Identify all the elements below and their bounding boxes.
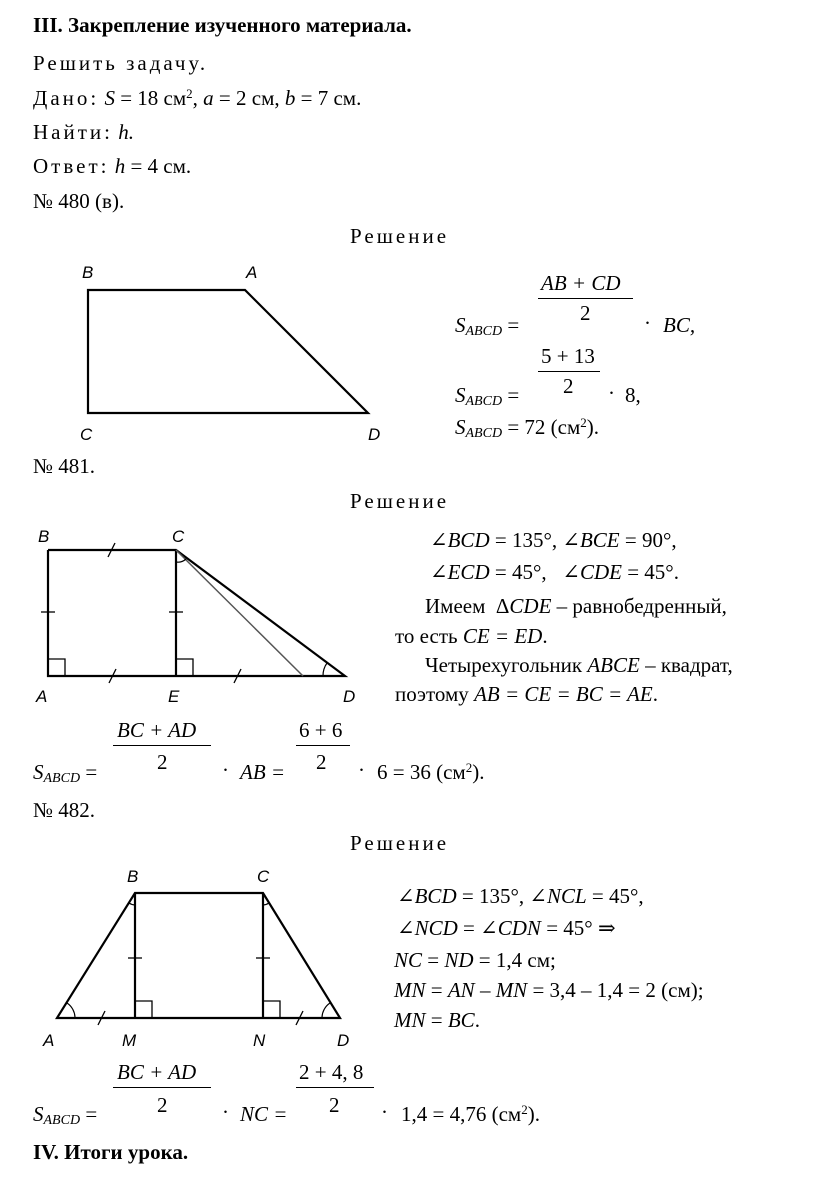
given-s-sup: 2 — [186, 86, 193, 101]
problem-480-number: № 480 (в). — [33, 189, 125, 213]
label-482-M: M — [122, 1031, 137, 1050]
p481-angle2: BCE — [579, 528, 620, 552]
trapezoid-482-shape — [57, 893, 340, 1018]
implies-icon: ⇒ — [597, 916, 616, 940]
p481-angle4: CDE — [579, 560, 622, 584]
p481-line6-a: поэтому — [395, 682, 475, 706]
p482-eq: = — [80, 1102, 98, 1126]
p480-s3-sub: ABCD — [465, 426, 503, 441]
p481-angle4-val: = 45°. — [621, 560, 679, 584]
p482-s: S — [33, 1102, 44, 1126]
right-angle-482-N — [263, 1001, 280, 1018]
p482-tail-sup: 2 — [521, 1102, 528, 1117]
p480-s3: S — [455, 415, 466, 439]
p480-frac2-num: 5 + 13 — [541, 344, 595, 368]
p480-frac1-num-text: AB + CD — [541, 271, 621, 295]
p480-s1: S — [455, 313, 466, 337]
angle-icon: ∠ — [397, 916, 415, 940]
angle-icon: ∠ — [480, 916, 498, 940]
given-a: a — [203, 86, 214, 110]
task-intro-text: Решить задачу. — [33, 51, 209, 75]
angle-icon: ∠ — [529, 884, 547, 908]
p482-line5-a: MN — [394, 1008, 426, 1032]
p481-line5-c: – квадрат, — [639, 653, 733, 677]
p480-frac1-den: 2 — [580, 301, 591, 325]
p481-frac2-den: 2 — [316, 750, 327, 774]
p480-frac2-den: 2 — [563, 374, 574, 398]
p482-angle1: BCD — [414, 884, 457, 908]
p481-line6-b: AB = CE = BC = AE — [474, 682, 653, 706]
find-value: h. — [118, 120, 134, 144]
given-label: Дано: — [33, 86, 100, 110]
label-480-C: C — [80, 425, 93, 444]
problem-480-solution-label: Решение — [350, 224, 450, 248]
p481-line4-c: . — [542, 624, 548, 648]
p481-line6-c: . — [652, 682, 658, 706]
p480-mult2: · — [608, 381, 615, 405]
p481-line4-b: CE = ED — [462, 624, 543, 648]
label-481-D: D — [343, 687, 356, 706]
p481-tail-end: ). — [472, 760, 485, 784]
p481-mult2: · — [358, 758, 365, 782]
label-482-D: D — [337, 1031, 350, 1050]
arc-482-D — [322, 1003, 330, 1018]
p482-line4-b: = — [425, 978, 448, 1002]
p482-line5-b: = — [425, 1008, 448, 1032]
p482-line3-c: ND — [444, 948, 474, 972]
p480-s2: S — [455, 383, 466, 407]
p480-mult1: · — [644, 311, 651, 335]
p480-tail2: 8, — [625, 383, 641, 407]
p482-mult2: · — [381, 1100, 388, 1124]
p480-eq2: = — [502, 383, 520, 407]
p482-angle4: CDN — [497, 916, 541, 940]
p481-frac1-den: 2 — [157, 750, 168, 774]
answer-h: h — [114, 154, 126, 178]
p481-eq: = — [80, 760, 98, 784]
p481-frac2-num: 6 + 6 — [299, 718, 343, 742]
p482-line5-d: . — [474, 1008, 480, 1032]
find-label: Найти: — [33, 120, 113, 144]
label-481-E: E — [168, 687, 180, 706]
p481-s-sub: ABCD — [43, 771, 81, 786]
p482-frac2-den: 2 — [329, 1093, 340, 1117]
p480-result-sup: 2 — [580, 415, 587, 430]
p482-frac1-num: BC + AD — [117, 1060, 197, 1084]
label-481-A: A — [36, 687, 48, 706]
right-angle-482-M — [135, 1001, 152, 1018]
label-482-N: N — [253, 1031, 266, 1050]
given-b-value: = 7 см. — [295, 86, 362, 110]
p481-s: S — [33, 760, 44, 784]
p480-result-text: = 72 (см — [502, 415, 581, 439]
section-3-title: III. Закрепление изученного материала. — [33, 13, 412, 37]
p482-line4-a: MN — [394, 978, 426, 1002]
p482-angles-line2 — [397, 918, 616, 939]
label-481-C: C — [172, 527, 185, 546]
angle-icon: ∠ — [430, 528, 448, 552]
label-482-B: B — [127, 867, 139, 886]
p482-mid: NC = — [240, 1102, 288, 1126]
label-480-D: D — [368, 425, 381, 444]
angle-icon: ∠ — [562, 528, 580, 552]
p482-angle4-val: = 45° — [540, 916, 593, 940]
section-4-title: IV. Итоги урока. — [33, 1140, 189, 1164]
label-482-A: A — [43, 1031, 55, 1050]
p482-formula — [33, 1102, 98, 1128]
p481-angle1-val: = 135°, — [489, 528, 558, 552]
p482-line3-a: NC — [394, 948, 423, 972]
label-480-B: B — [82, 263, 94, 282]
answer-value: = 4 см. — [125, 154, 192, 178]
p481-mid: AB = — [240, 760, 286, 784]
p482-angle3: NCD — [414, 916, 458, 940]
p481-line3-b: – равнобедренный, — [551, 594, 727, 618]
p482-tail-end: ). — [527, 1102, 540, 1126]
label-482-C: C — [257, 867, 270, 886]
p480-eq1: = — [502, 313, 520, 337]
p482-line5-c: BC — [447, 1008, 475, 1032]
p482-line4-c: AN — [447, 978, 475, 1002]
p482-line4 — [394, 980, 704, 1001]
p482-line3 — [394, 950, 556, 971]
problem-482-number: № 482. — [33, 798, 96, 822]
p482-line4-e: MN — [495, 978, 528, 1002]
p482-line5 — [394, 1010, 480, 1031]
p482-line4-f: = 3,4 – 1,4 = 2 (см); — [527, 978, 704, 1002]
p481-angle1: BCD — [447, 528, 490, 552]
p482-line4-d: – — [474, 978, 496, 1002]
p482-frac1-den: 2 — [157, 1093, 168, 1117]
given-s-value: = 18 см — [114, 86, 187, 110]
answer-label: Ответ: — [33, 154, 110, 178]
p482-angle1-val: = 135°, — [456, 884, 525, 908]
p482-angle2-val: = 45°, — [586, 884, 644, 908]
p482-tail: 1,4 = 4,76 (см — [401, 1102, 522, 1126]
p481-line3-a: Имеем — [425, 594, 486, 618]
p482-frac2-num: 2 + 4, 8 — [299, 1060, 364, 1084]
p480-tail1: BC, — [663, 313, 696, 337]
angle-icon: ∠ — [430, 560, 448, 584]
p481-line5-a: Четырехугольник — [425, 653, 588, 677]
p480-result-end: ). — [586, 415, 600, 439]
p481-tail-sup: 2 — [465, 760, 473, 775]
task-given: Дано: S = 18 $см^2$, a = 2 см, b = 7 см. — [33, 86, 362, 110]
p481-mult1: · — [222, 758, 229, 782]
p482-frac2-bar — [296, 1087, 374, 1088]
problem-482-solution-label: Решение — [350, 831, 450, 855]
p481-line4-a: то есть — [395, 624, 463, 648]
p482-result — [401, 1104, 540, 1125]
triangle-icon: Δ — [495, 594, 510, 618]
p480-s2-sub: ABCD — [465, 394, 503, 409]
angle-icon: ∠ — [397, 884, 415, 908]
p482-s-sub: ABCD — [43, 1113, 81, 1128]
p480-s1-sub: ABCD — [465, 324, 503, 339]
p481-frac1-num: BC + AD — [117, 718, 197, 742]
p481-tail: 6 = 36 (см — [377, 760, 466, 784]
p482-line3-b: = — [422, 948, 445, 972]
p482-mult1: · — [222, 1100, 229, 1124]
p481-angle3: ECD — [447, 560, 490, 584]
p481-angle3-val: = 45°, — [489, 560, 547, 584]
arc-482-A — [67, 1003, 75, 1018]
p481-angle2-val: = 90°, — [619, 528, 677, 552]
given-s: S — [104, 86, 115, 110]
p482-angle2: NCL — [546, 884, 587, 908]
given-a-value: = 2 см, — [213, 86, 285, 110]
p482-angles-line1 — [397, 886, 644, 907]
label-480-A: A — [246, 263, 258, 282]
angle-icon: ∠ — [562, 560, 580, 584]
p482-line3-d: = 1,4 см; — [473, 948, 556, 972]
problem-481-number: № 481. — [33, 454, 96, 478]
p481-line3-tri: CDE — [509, 594, 552, 618]
p481-line5-b: ABCE — [587, 653, 640, 677]
problem-481-solution-label: Решение — [350, 489, 450, 513]
given-b: b — [284, 86, 296, 110]
p482-angle3-eq: = — [457, 916, 481, 940]
p482-frac1-bar — [113, 1087, 211, 1088]
label-481-B: B — [38, 527, 50, 546]
